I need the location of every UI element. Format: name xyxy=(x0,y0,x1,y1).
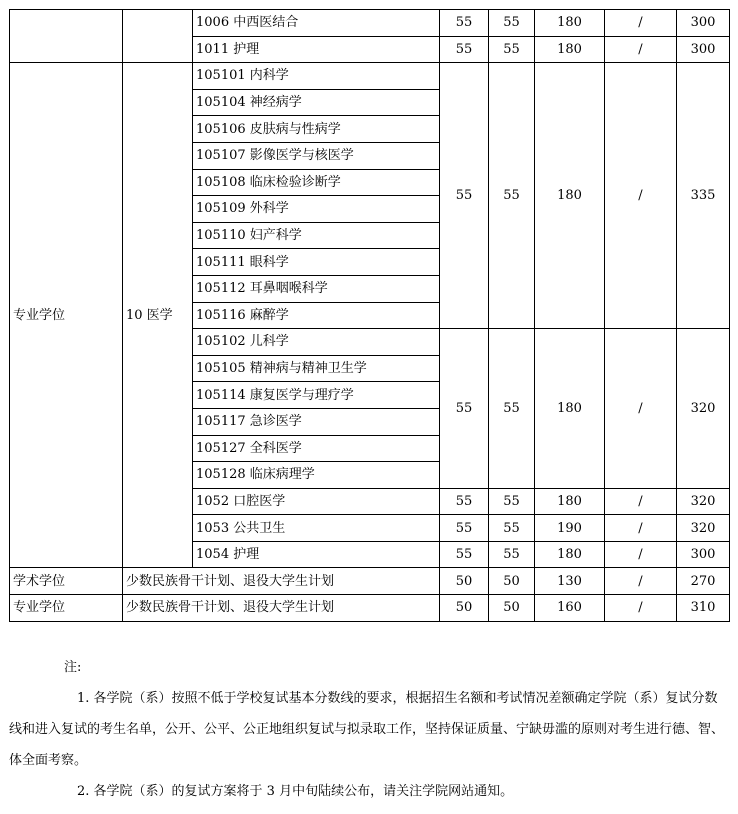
score-cell: 180 xyxy=(535,329,605,489)
total-score-cell: 320 xyxy=(677,329,730,489)
plan-cell: 少数民族骨干计划、退役大学生计划 xyxy=(123,595,440,622)
discipline-cell xyxy=(123,10,193,63)
total-score-cell: 335 xyxy=(677,63,730,329)
note-item-1: 1. 各学院（系）按照不低于学校复试基本分数线的要求，根据招生名额和考试情况差额确定学院（系）复试分数线和进入复试的考生名单，公开、公平、公正地组织复试与拟录取工作，坚持保证质量、宁缺毋滥的原则对考生进行德、智、体全面考察。 xyxy=(9,691,725,768)
score-cell: 55 xyxy=(489,63,535,329)
program-cell: 105108 临床检验诊断学 xyxy=(193,169,440,196)
score-cell: 55 xyxy=(440,541,489,568)
score-cell: 180 xyxy=(535,10,605,37)
score-cell: 180 xyxy=(535,541,605,568)
program-cell: 105128 临床病理学 xyxy=(193,462,440,489)
program-cell: 105101 内科学 xyxy=(193,63,440,90)
degree-type-cell: 专业学位 xyxy=(10,63,123,568)
table-row xyxy=(10,595,730,622)
score-cell: 55 xyxy=(489,541,535,568)
score-table xyxy=(9,9,730,622)
total-score-cell: 320 xyxy=(677,488,730,515)
score-cell: 55 xyxy=(440,329,489,489)
score-cell: 55 xyxy=(489,515,535,542)
score-cell: 50 xyxy=(440,595,489,622)
discipline-cell: 10 医学 xyxy=(123,63,193,568)
notes-section xyxy=(9,652,725,807)
score-cell: 180 xyxy=(535,63,605,329)
score-cell: 55 xyxy=(440,36,489,63)
score-cell: / xyxy=(605,541,677,568)
score-cell: 180 xyxy=(535,488,605,515)
program-cell: 105102 儿科学 xyxy=(193,329,440,356)
score-cell: 50 xyxy=(489,595,535,622)
score-cell: / xyxy=(605,595,677,622)
program-cell: 105116 麻醉学 xyxy=(193,302,440,329)
degree-type-cell: 专业学位 xyxy=(10,595,123,622)
total-score-cell: 310 xyxy=(677,595,730,622)
total-score-cell: 300 xyxy=(677,10,730,37)
program-cell: 105111 眼科学 xyxy=(193,249,440,276)
program-cell: 105117 急诊医学 xyxy=(193,408,440,435)
total-score-cell: 270 xyxy=(677,568,730,595)
score-cell: 55 xyxy=(440,63,489,329)
score-cell: 55 xyxy=(489,329,535,489)
score-cell: / xyxy=(605,10,677,37)
score-cell: / xyxy=(605,515,677,542)
note-item-2: 2. 各学院（系）的复试方案将于 3 月中旬陆续公布，请关注学院网站通知。 xyxy=(77,784,514,799)
score-cell: 55 xyxy=(489,36,535,63)
score-cell: 50 xyxy=(440,568,489,595)
score-cell: 55 xyxy=(489,488,535,515)
program-cell: 105109 外科学 xyxy=(193,196,440,223)
program-cell: 1052 口腔医学 xyxy=(193,488,440,515)
program-cell: 105127 全科医学 xyxy=(193,435,440,462)
program-cell: 105114 康复医学与理疗学 xyxy=(193,382,440,409)
program-cell: 105105 精神病与精神卫生学 xyxy=(193,355,440,382)
total-score-cell: 300 xyxy=(677,541,730,568)
program-cell: 105106 皮肤病与性病学 xyxy=(193,116,440,143)
score-cell: 160 xyxy=(535,595,605,622)
table-row xyxy=(10,568,730,595)
program-cell: 1053 公共卫生 xyxy=(193,515,440,542)
score-cell: 50 xyxy=(489,568,535,595)
score-cell: 55 xyxy=(440,488,489,515)
program-cell: 105107 影像医学与核医学 xyxy=(193,142,440,169)
score-cell: / xyxy=(605,36,677,63)
score-cell: 180 xyxy=(535,36,605,63)
score-cell: / xyxy=(605,329,677,489)
score-cell: 190 xyxy=(535,515,605,542)
score-cell: 55 xyxy=(440,515,489,542)
degree-type-cell xyxy=(10,10,123,63)
score-cell: 55 xyxy=(489,10,535,37)
table-row xyxy=(10,10,730,37)
program-cell: 1006 中西医结合 xyxy=(193,10,440,37)
program-cell: 105110 妇产科学 xyxy=(193,222,440,249)
score-cell: / xyxy=(605,488,677,515)
table-row xyxy=(10,63,730,90)
program-cell: 105112 耳鼻咽喉科学 xyxy=(193,275,440,302)
program-cell: 1054 护理 xyxy=(193,541,440,568)
program-cell: 1011 护理 xyxy=(193,36,440,63)
score-cell: 55 xyxy=(440,10,489,37)
score-cell: 130 xyxy=(535,568,605,595)
total-score-cell: 320 xyxy=(677,515,730,542)
notes-title: 注: xyxy=(64,660,82,675)
total-score-cell: 300 xyxy=(677,36,730,63)
score-cell: / xyxy=(605,63,677,329)
program-cell: 105104 神经病学 xyxy=(193,89,440,116)
score-cell: / xyxy=(605,568,677,595)
degree-type-cell: 学术学位 xyxy=(10,568,123,595)
plan-cell: 少数民族骨干计划、退役大学生计划 xyxy=(123,568,440,595)
